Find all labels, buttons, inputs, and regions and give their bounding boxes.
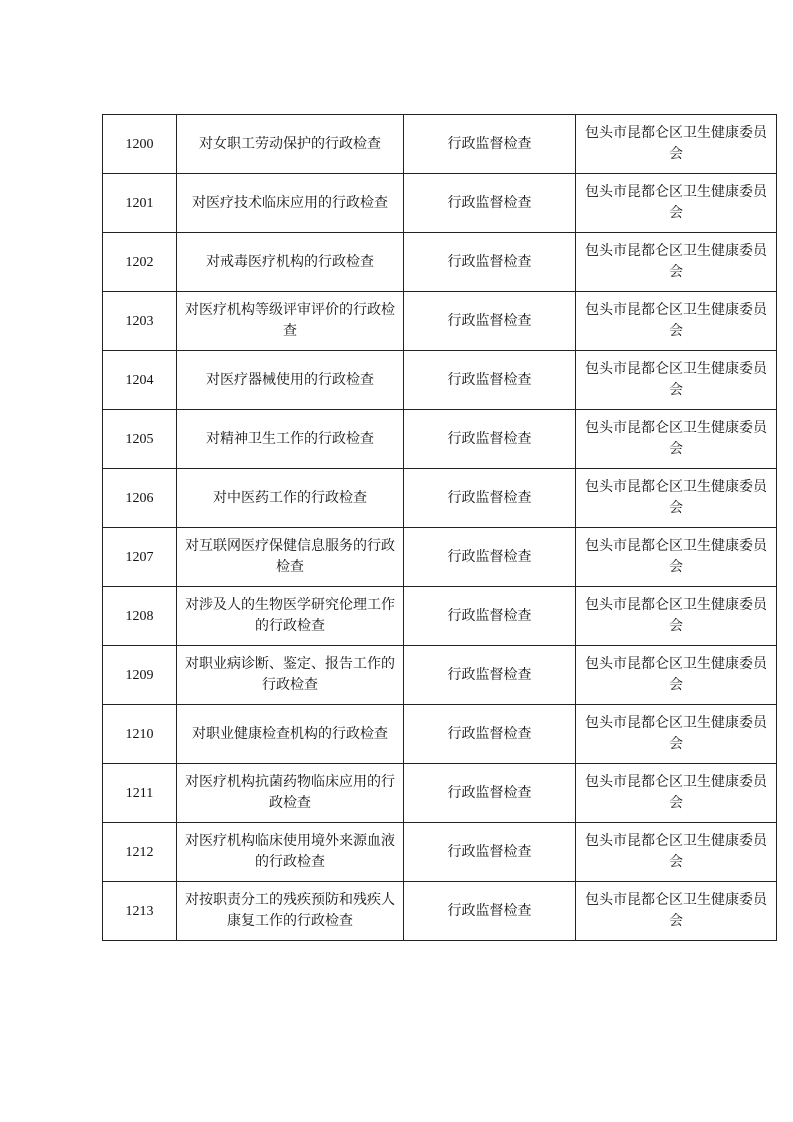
item-number-cell: 1200 (103, 115, 177, 174)
item-number-cell: 1206 (103, 469, 177, 528)
item-number-cell: 1208 (103, 587, 177, 646)
item-department-cell: 包头市昆都仑区卫生健康委员会 (576, 882, 777, 941)
item-name-cell: 对医疗机构等级评审评价的行政检查 (177, 292, 404, 351)
table-row (103, 705, 777, 764)
item-department-cell: 包头市昆都仑区卫生健康委员会 (576, 233, 777, 292)
item-name-cell: 对医疗机构抗菌药物临床应用的行政检查 (177, 764, 404, 823)
item-name-cell: 对戒毒医疗机构的行政检查 (177, 233, 404, 292)
item-name-cell: 对医疗技术临床应用的行政检查 (177, 174, 404, 233)
item-department-cell: 包头市昆都仑区卫生健康委员会 (576, 705, 777, 764)
item-department-cell: 包头市昆都仑区卫生健康委员会 (576, 115, 777, 174)
item-type-cell: 行政监督检查 (404, 528, 576, 587)
item-type-cell: 行政监督检查 (404, 705, 576, 764)
table-row (103, 410, 777, 469)
item-type-cell: 行政监督检查 (404, 646, 576, 705)
table-row (103, 174, 777, 233)
item-number-cell: 1203 (103, 292, 177, 351)
table-row (103, 233, 777, 292)
item-type-cell: 行政监督检查 (404, 882, 576, 941)
item-name-cell: 对职业病诊断、鉴定、报告工作的行政检查 (177, 646, 404, 705)
item-department-cell: 包头市昆都仑区卫生健康委员会 (576, 764, 777, 823)
item-number-cell: 1210 (103, 705, 177, 764)
item-department-cell: 包头市昆都仑区卫生健康委员会 (576, 528, 777, 587)
item-number-cell: 1204 (103, 351, 177, 410)
table-row (103, 528, 777, 587)
item-name-cell: 对涉及人的生物医学研究伦理工作的行政检查 (177, 587, 404, 646)
table-row (103, 587, 777, 646)
table-row (103, 292, 777, 351)
item-name-cell: 对中医药工作的行政检查 (177, 469, 404, 528)
table-row (103, 115, 777, 174)
item-department-cell: 包头市昆都仑区卫生健康委员会 (576, 646, 777, 705)
item-type-cell: 行政监督检查 (404, 469, 576, 528)
table-row (103, 469, 777, 528)
item-type-cell: 行政监督检查 (404, 292, 576, 351)
item-number-cell: 1207 (103, 528, 177, 587)
item-department-cell: 包头市昆都仑区卫生健康委员会 (576, 823, 777, 882)
item-name-cell: 对医疗器械使用的行政检查 (177, 351, 404, 410)
item-number-cell: 1201 (103, 174, 177, 233)
table-row (103, 823, 777, 882)
table-body (103, 115, 777, 941)
item-number-cell: 1212 (103, 823, 177, 882)
item-name-cell: 对按职责分工的残疾预防和残疾人康复工作的行政检查 (177, 882, 404, 941)
item-type-cell: 行政监督检查 (404, 233, 576, 292)
item-type-cell: 行政监督检查 (404, 410, 576, 469)
item-department-cell: 包头市昆都仑区卫生健康委员会 (576, 587, 777, 646)
table-row (103, 351, 777, 410)
item-department-cell: 包头市昆都仑区卫生健康委员会 (576, 174, 777, 233)
item-number-cell: 1213 (103, 882, 177, 941)
item-name-cell: 对女职工劳动保护的行政检查 (177, 115, 404, 174)
item-type-cell: 行政监督检查 (404, 351, 576, 410)
item-type-cell: 行政监督检查 (404, 174, 576, 233)
table-row (103, 882, 777, 941)
item-number-cell: 1202 (103, 233, 177, 292)
item-number-cell: 1209 (103, 646, 177, 705)
item-name-cell: 对互联网医疗保健信息服务的行政检查 (177, 528, 404, 587)
table-row (103, 646, 777, 705)
item-name-cell: 对医疗机构临床使用境外来源血液的行政检查 (177, 823, 404, 882)
item-type-cell: 行政监督检查 (404, 764, 576, 823)
item-department-cell: 包头市昆都仑区卫生健康委员会 (576, 469, 777, 528)
item-type-cell: 行政监督检查 (404, 115, 576, 174)
item-number-cell: 1205 (103, 410, 177, 469)
item-name-cell: 对精神卫生工作的行政检查 (177, 410, 404, 469)
item-department-cell: 包头市昆都仑区卫生健康委员会 (576, 292, 777, 351)
item-name-cell: 对职业健康检查机构的行政检查 (177, 705, 404, 764)
inspection-items-table (102, 114, 777, 941)
item-type-cell: 行政监督检查 (404, 823, 576, 882)
item-type-cell: 行政监督检查 (404, 587, 576, 646)
item-department-cell: 包头市昆都仑区卫生健康委员会 (576, 351, 777, 410)
item-number-cell: 1211 (103, 764, 177, 823)
item-department-cell: 包头市昆都仑区卫生健康委员会 (576, 410, 777, 469)
table-row (103, 764, 777, 823)
